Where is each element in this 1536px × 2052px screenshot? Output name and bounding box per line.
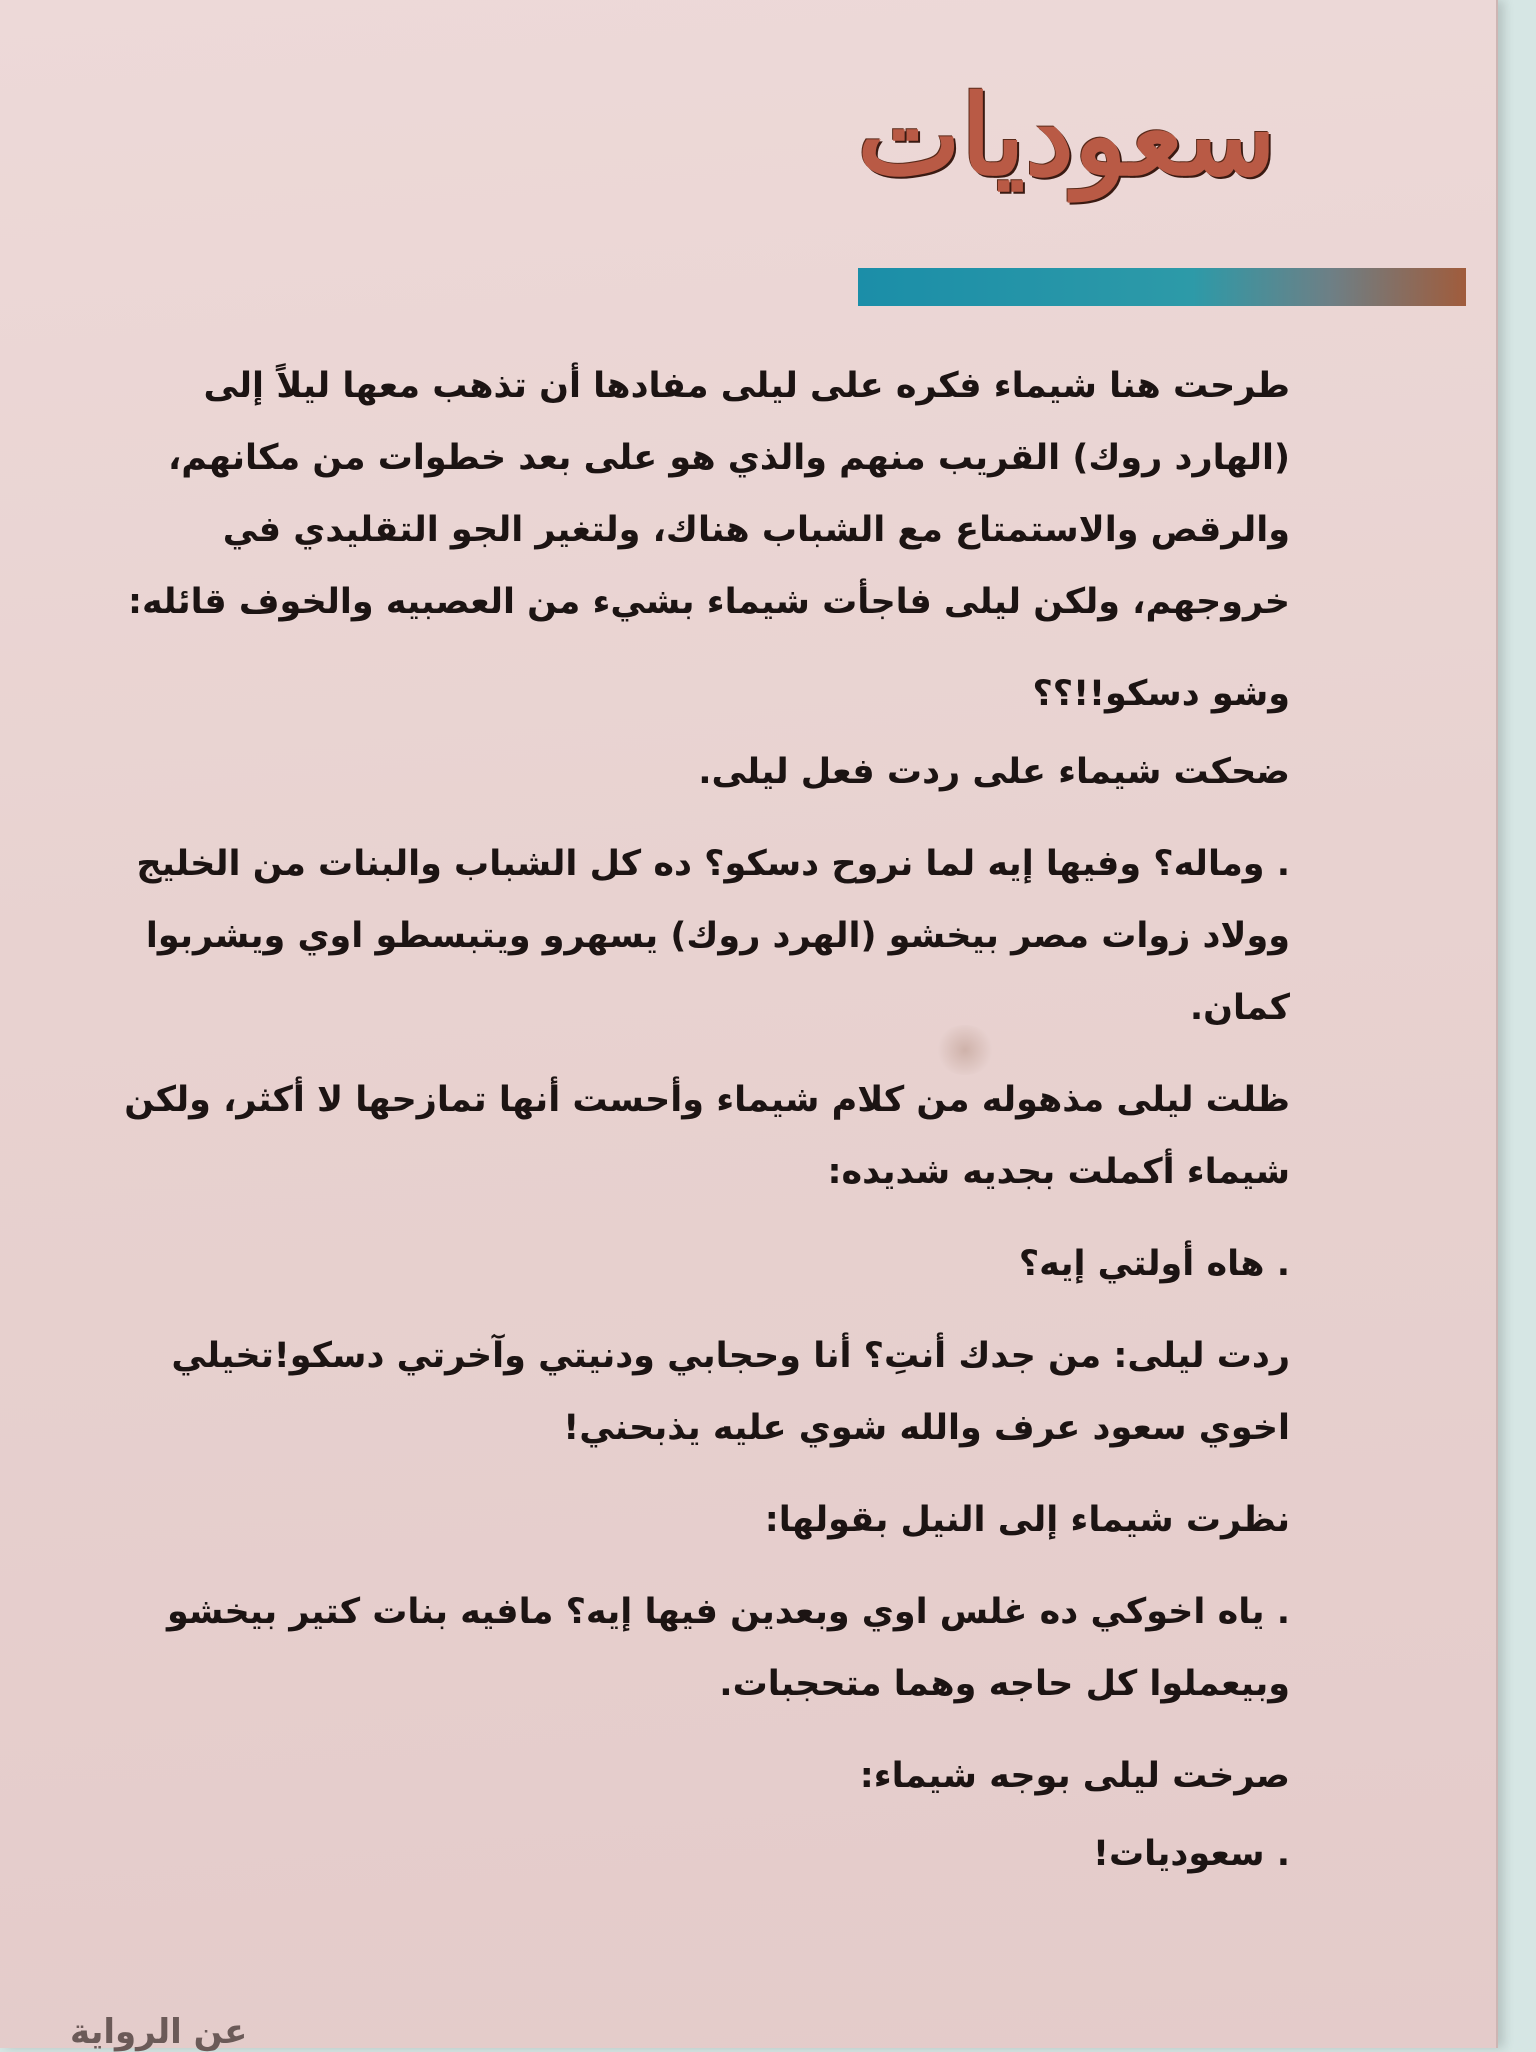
paragraph-7: ردت ليلى: من جدك أنتِ؟ أنا وحجابي ودنيتي وآخرتي دسكو!تخيلي اخوي سعود عرف والله شوي عليه يذبحني!: [171, 1336, 1290, 1448]
paragraph-2: وشو دسكو!!؟؟: [1032, 674, 1290, 714]
paragraph-1: طرحت هنا شيماء فكره على ليلى مفادها أن تذهب معها ليلاً إلى (الهارد روك) القريب منهم والذي هو على بعد خطوات من مكانهم، والرقص والاستمتاع مع الشباب هناك، ولتغير الجو التقليدي في خروجهم، ولكن ليلى فاجأت شيماء بشيء من العصبيه والخوف قائله:: [127, 366, 1290, 622]
paragraph-8: نظرت شيماء إلى النيل بقولها:: [764, 1500, 1290, 1540]
paragraph-9: . ياه اخوكي ده غلس اوي وبعدين فيها إيه؟ مافيه بنات كتير بيخشو وبيعملوا كل حاجه وهما متحجبات.: [166, 1592, 1290, 1704]
paper-stain: [935, 1025, 995, 1075]
body-text: [80, 350, 1350, 1910]
title-decorative-bar: [858, 268, 1466, 306]
paragraph-5: ظلت ليلى مذهوله من كلام شيماء وأحست أنها تمازحها لا أكثر، ولكن شيماء أكملت بجديه شديده:: [124, 1080, 1290, 1192]
book-title: سعوديات: [857, 71, 1276, 200]
paragraph-10: صرخت ليلى بوجه شيماء:: [859, 1756, 1290, 1796]
paragraph-11: . سعوديات!: [1093, 1834, 1290, 1874]
paragraph-3: ضحكت شيماء على ردت فعل ليلى.: [698, 752, 1290, 792]
paragraph-6: . هاه أولتي إيه؟: [1018, 1244, 1290, 1284]
footer-text-fragment: عن الرواية: [70, 2012, 248, 2052]
paragraph-4: . وماله؟ وفيها إيه لما نروح دسكو؟ ده كل الشباب والبنات من الخليج وولاد زوات مصر بيخشو (الهرد روك) يسهرو ويتبسطو اوي ويشربوا كمان.: [136, 844, 1290, 1028]
